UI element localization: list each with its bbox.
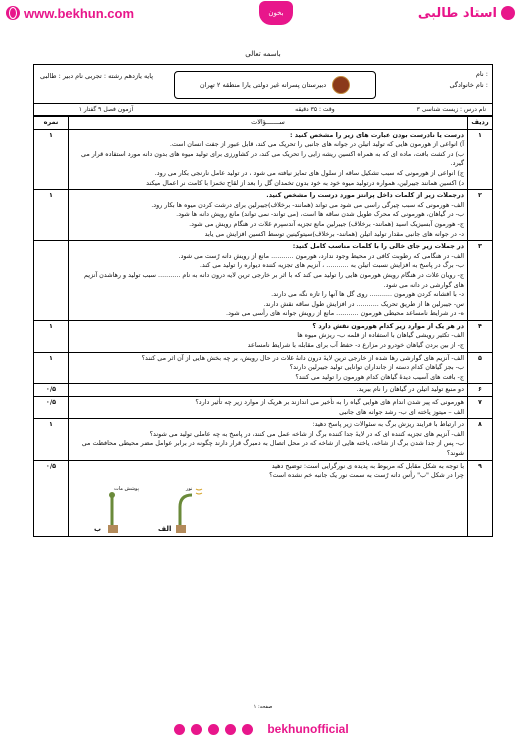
field: رشته : تجربی [85, 72, 123, 80]
question-score [34, 241, 69, 321]
question-score: ۱ [34, 190, 69, 241]
question-row [34, 460, 493, 536]
question-line: ب- پس از جدا شدن برگ از شاخه، یاخته هایی از شاخه که در محل اتصال به دمبرگ قرار دارند چگونه در برابر عوامل مضر محیطی محافظت می شوند؟ [81, 439, 464, 457]
student-info [449, 69, 488, 91]
question-line: ج- از بین بردن گیاهان خودرو در مزارع د- حفظ آب برای مقابله با شرایط نامساعد [247, 341, 464, 350]
class-info [40, 71, 153, 82]
table-header-row [34, 117, 493, 130]
question-line: الف- در هنگامی که رطوبت کافی در محیط وجود ندارد، هورمون ........... مانع از رویش دانه رُست می شود. [178, 251, 464, 260]
lesson: نام درس : زیست شناسی ۳ [416, 106, 486, 113]
question-line: س- جیبرلین ها از طریق تحریک ........... در افزایش طول ساقه نقش دارند. [263, 299, 464, 308]
questions-body [34, 129, 493, 536]
person-icon [501, 6, 515, 20]
question-text [69, 190, 468, 241]
question-line: ج- هورمون آبسیزیک اسید (همانند- برخلاف) جیبرلین مانع تجزیه آندسپرم غلات در هنگام رویش می شود. [189, 219, 464, 228]
question-line: با توجه به شکل مقابل که مربوط به پدیده ی نورگرایی است: توضیح دهید [271, 461, 464, 470]
question-line: ج- رویان غلات در هنگام رویش هورمون هایی را تولید می کند که با اثر بر خارجی ترین لایه درون دانه به نام ........... سبب تولید و رهاشدن آنزیم های گوارشی در دانه می شود. [84, 270, 464, 289]
question-title: در جملات زیر جای خالی را با کلمات مناسب کامل کنید: [292, 242, 464, 251]
question-row [34, 320, 493, 352]
youtube-icon[interactable] [208, 724, 219, 735]
question-row [34, 241, 493, 321]
question-score: ۱ [34, 419, 69, 460]
exam-page [33, 36, 493, 712]
bismillah: باسمه تعالی [245, 50, 281, 58]
question-number: ۶ [468, 384, 493, 397]
question-row [34, 352, 493, 384]
site-url-text[interactable]: www.bekhun.com [24, 5, 135, 21]
figure-a [156, 485, 204, 535]
question-line: ج) انواعی از هورمونی که سبب تشکیل ساقه از سلول های تمایز نیافته می شود ، در تولید عامل نارنجی بکار می رود. [154, 168, 464, 177]
question-line: الف- آنزیم های گوارشی رها شده از خارجی ترین لایۀ درون دانۀ غلات در حال رویش، بر چه بخش هایی از آن اثر می کنند؟ [141, 353, 464, 362]
figure-a-label: الف [158, 525, 172, 534]
school-box [174, 71, 376, 99]
phototropism-figure [72, 481, 464, 535]
question-number: ۲ [468, 190, 493, 241]
question-number: ۳ [468, 241, 493, 321]
question-score: ۱ [34, 320, 69, 352]
question-number: ۷ [468, 397, 493, 419]
question-score: ۱ [34, 129, 69, 190]
exam-header [33, 64, 493, 104]
question-line: الف- آنزیم های تجزیه کننده ای که در لایۀ جدا کننده برگ از شاخه عمل می کنند، در پاسخ به چه عاملی تولید می شوند؟ [149, 429, 464, 438]
question-line: د- در جوانه های جانبی مقدار تولید اتیلن (همانند- برخلاف)سیتوکینین توسط اکسین افزایش می یابد [204, 229, 464, 238]
figure-b [92, 485, 140, 535]
question-number: ۸ [468, 419, 493, 460]
globe-icon [6, 6, 20, 20]
name-label: نام : [475, 70, 488, 78]
grade: پایه یازدهم [124, 72, 154, 80]
question-title: در هر یک از موارد زیر کدام هورمون نقش دارد ؟ [312, 321, 464, 330]
teacher-brand [418, 6, 515, 21]
question-text [69, 384, 468, 397]
question-line: ج- بافت های آسیب دیدۀ گیاهان کدام هورمون را تولید می کنند؟ [295, 372, 464, 381]
site-url[interactable] [6, 6, 134, 21]
question-line: ب- برگ در پاسخ به افزایش نسبت اتیلن به ........... ، آنزیم های تجزیه کننده دیواره را تولید می کند. [199, 261, 464, 270]
brand-logo [259, 1, 293, 25]
question-text [69, 419, 468, 460]
question-number: ۵ [468, 352, 493, 384]
question-row [34, 384, 493, 397]
time: وقت : ۳۵ دقیقه [295, 106, 335, 113]
figure-b-label: ب [94, 525, 102, 534]
twitter-icon[interactable] [225, 724, 236, 735]
question-number: ۴ [468, 320, 493, 352]
question-line: ب- بجز گیاهان کدام دسته از جانداران توانایی تولید جیبرلین دارند؟ [289, 363, 464, 372]
question-row [34, 129, 493, 190]
question-number: ۱ [468, 129, 493, 190]
top-banner [0, 0, 523, 26]
question-text [69, 129, 468, 190]
question-line: چرا در شکل "ب" رأس دانه رُست به سمت نور یک جانبه خم نشده است؟ [269, 471, 464, 480]
school-name: دبیرستان پسرانه غیر دولتی یارا منطقه ۲ تهران [199, 81, 327, 89]
question-text [69, 460, 468, 536]
question-line: الف- هورمونی که سبب چیرگی راسی می شود می تواند (همانند- برخلاف)جیبرلین برای درشت کردن میوه ها بکار رود. [151, 200, 464, 209]
question-line: ب- در گیاهان، هورمونی که محرک طویل شدن ساقه ها است، (می تواند- نمی تواند) مانع رویش دانه ها شود. [176, 210, 464, 219]
question-row [34, 190, 493, 241]
question-score: ۱ [34, 352, 69, 384]
teacher-brand-text: استاد طالبی [417, 5, 497, 21]
question-title: درست یا نادرست بودن عبارت های زیر را مشخص کنید : [289, 130, 464, 139]
question-text [69, 241, 468, 321]
question-line: ب) در کشت بافت، ماده ای که به همراه اکسین ریشه زایی را تحریک می کند، در کشاورزی برای تولید میوه های بدون دانه مورد استفاده قرار می گیرد. [81, 149, 464, 168]
question-line: در ارتباط با فرایند ریزش برگ به سئوالات زیر پاسخ دهید: [312, 420, 464, 429]
question-score: ۰/۵ [34, 384, 69, 397]
question-line: هورمونی که پیر شدن اندام های هوایی گیاه را به تأخیر می اندازند بر هریک از موارد زیر چه تأثیر دارد؟ [195, 398, 464, 407]
social-handle[interactable]: bekhunofficial [267, 722, 349, 736]
question-line: آ) انواعی از هورمون هایی که تولید اتیلن در جوانه های جانبی را تحریک می کند، قابل عبور از جفت انسان است. [169, 140, 464, 149]
family-label: نام خانوادگی : [449, 81, 488, 89]
question-score: ۰/۵ [34, 460, 69, 536]
exam-meta [33, 104, 493, 116]
aparat-icon[interactable] [242, 724, 253, 735]
bottom-banner [0, 718, 523, 740]
telegram-icon[interactable] [191, 724, 202, 735]
figure-light-label: نور [186, 485, 193, 492]
question-text [69, 320, 468, 352]
score-header: نمره [34, 117, 69, 130]
question-line: دو منبع تولید اتیلن در گیاهان را نام ببرید. [356, 385, 464, 394]
instagram-icon[interactable] [174, 724, 185, 735]
question-title: درجملات زیر از کلمات داخل پرانتز مورد درست را مشخص کنید. [266, 191, 464, 200]
exam-title: آزمون فصل ۹ گفتار ۱ [78, 106, 134, 113]
questions-table [33, 116, 493, 537]
teacher-name: نام دبیر : طالبی [40, 72, 83, 80]
question-text [69, 352, 468, 384]
question-line: د- با افشانه کردن هورمون ........... روی گل ها آنها را تازه نگه می دارند. [271, 290, 464, 299]
question-line: ه- در شرایط نامساعد محیطی هورمون ........... مانع از رویش جوانه های رأسی می شود. [226, 309, 464, 318]
brand-logo-text: بخون [268, 9, 284, 17]
question-number: ۹ [468, 460, 493, 536]
question-row [34, 419, 493, 460]
question-text [69, 397, 468, 419]
question-row [34, 397, 493, 419]
question-line: الف- تکثیر رویشی گیاهان با استفاده از قلمه ب- ریزش میوه ها [297, 331, 464, 340]
radif-header: ردیف [468, 117, 493, 130]
page-number: صفحه: ۱ [253, 704, 273, 710]
questions-header: ســـــــؤالات [69, 117, 468, 130]
figure-cover-label: پوشش مات [114, 485, 140, 492]
question-score: ۰/۵ [34, 397, 69, 419]
question-line: الف – میتوز یاخته ای ب- رشد جوانه های جانبی [339, 407, 464, 416]
school-logo-icon [332, 76, 350, 94]
question-line: د) اکسین همانند جیبرلین، همواره درتولید میوه خود به خود بدون تخمدان گل را بعد از لقاح تخمزا با کامت نر اعمال میکند [146, 178, 464, 187]
